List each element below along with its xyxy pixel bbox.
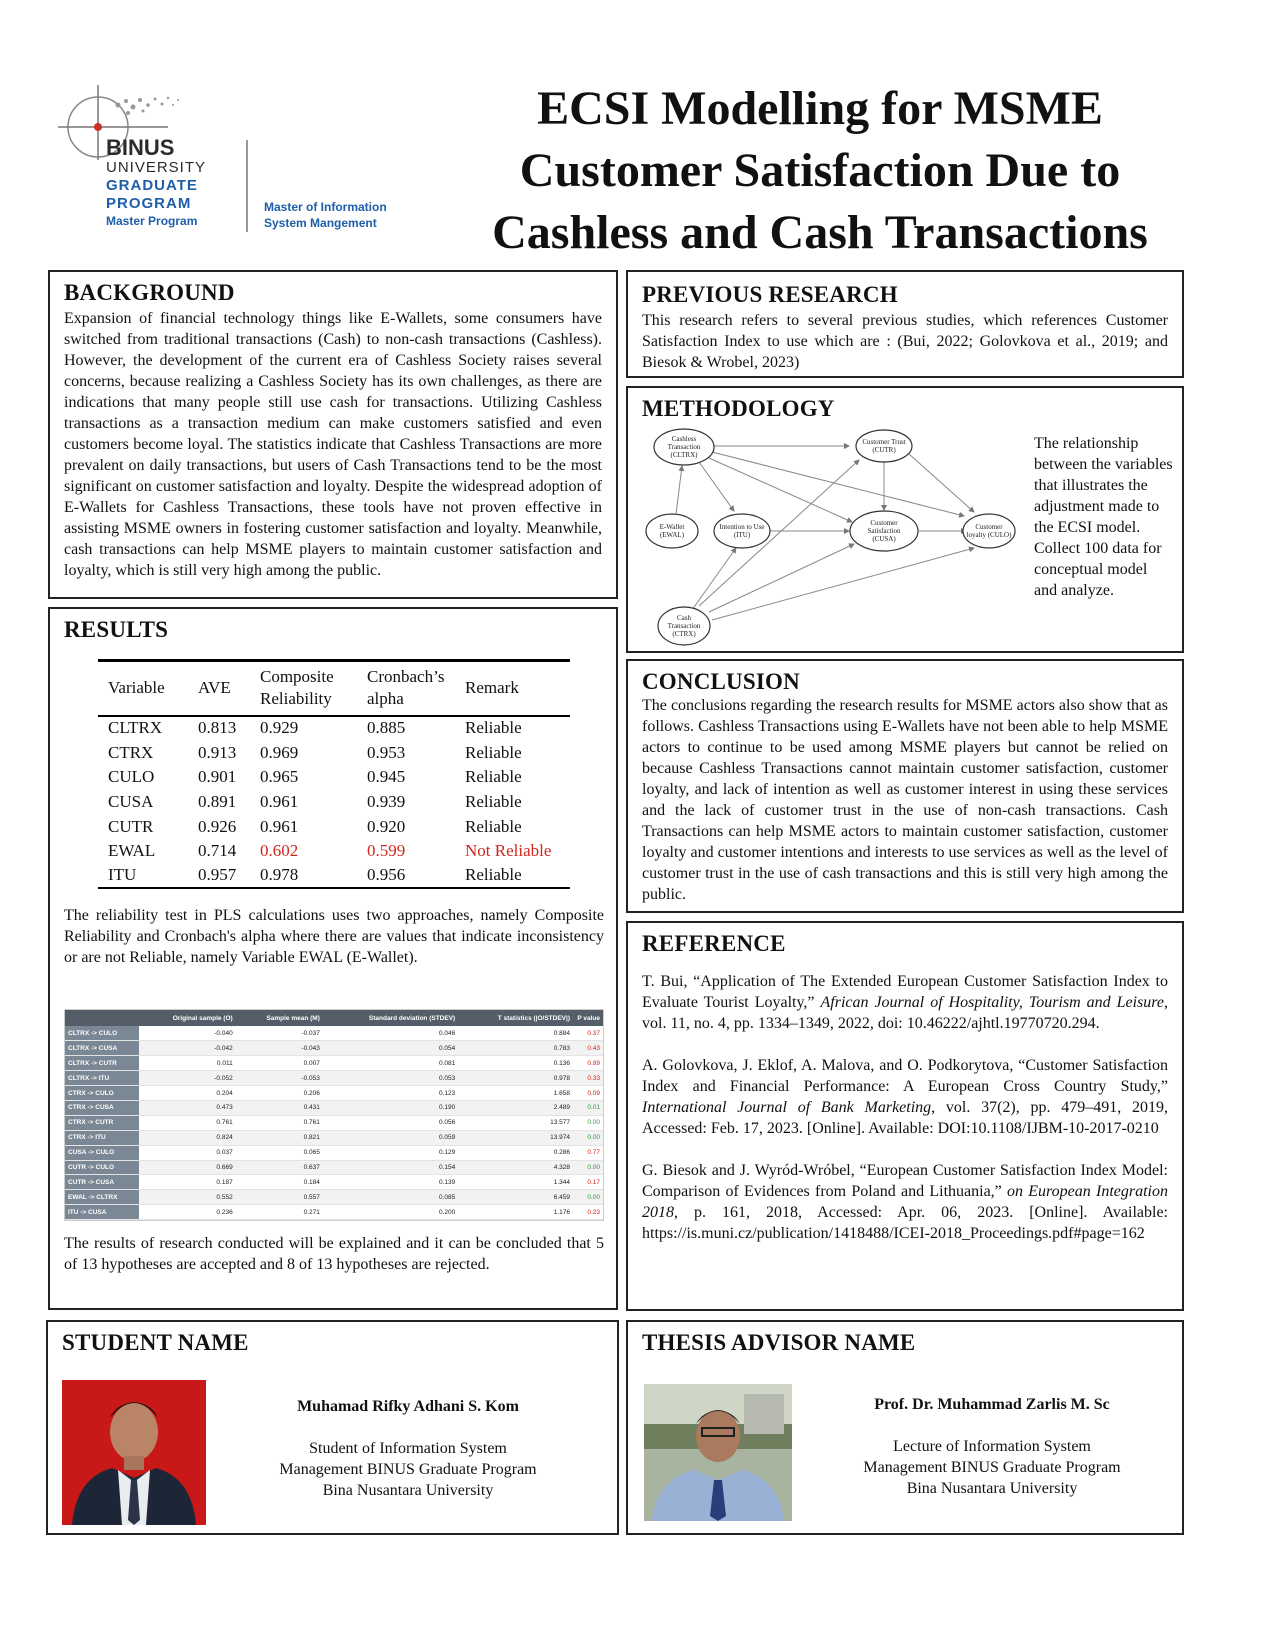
col-cronbach-alpha: Cronbach’s alpha <box>367 667 445 709</box>
sample-mean-cell: 0.206 <box>236 1086 323 1101</box>
path-row <box>65 1160 603 1175</box>
previous-research-heading: PREVIOUS RESEARCH <box>642 282 898 307</box>
methodology-heading: METHODOLOGY <box>642 396 835 421</box>
edge-ctrx-cusa <box>709 544 854 612</box>
stdev-cell: 0.053 <box>323 1071 458 1086</box>
advisor-info <box>822 1394 1162 1499</box>
col-remark: Remark <box>465 678 519 698</box>
remark-cell: Reliable <box>465 767 522 787</box>
edge-ewal-cltrx <box>676 466 682 514</box>
path-row <box>65 1145 603 1160</box>
edge-cutr-culo <box>909 454 974 512</box>
previous-research-text: This research refers to several previous studies, which references Customer Satisfaction Index to use which are : (Bui, 2022; Golovkova et al., 2019; and Biesok & Wrobel, 2023) <box>642 312 1168 371</box>
advisor-photo <box>644 1384 792 1521</box>
advisor-heading: THESIS ADVISOR NAME <box>642 1330 916 1355</box>
student-info <box>238 1396 578 1501</box>
path-col-path <box>65 1010 139 1026</box>
t-statistic-cell: 0.783 <box>458 1041 573 1056</box>
t-statistic-cell: 0.978 <box>458 1071 573 1086</box>
node-cusa-label-2: Satisfaction <box>867 527 901 535</box>
ave-cell: 0.891 <box>198 791 237 811</box>
node-culo-label-1: Customer <box>975 523 1003 531</box>
path-row <box>65 1086 603 1101</box>
results-conclusion-text: The results of research conducted will be explained and it can be concluded that 5 of 13 hypotheses are accepted and 8 of 13 hypotheses are rejected. <box>64 1235 604 1273</box>
stdev-cell: 0.059 <box>323 1130 458 1145</box>
ave-cell: 0.913 <box>198 742 237 762</box>
reference-item-1: T. Bui, “Application of The Extended European Customer Satisfaction Index to Evaluate Tourist Loyalty,” African Journal of Hospitality, Tourism and Leisure, vol. 11, no. 4, pp. 1334–1349, 2022, doi: 10.46222/ajhtl.19770720.294. <box>642 973 1168 1032</box>
t-statistic-cell: 1.658 <box>458 1086 573 1101</box>
poster-title: ECSI Modelling for MSME Customer Satisfaction Due to Cashless and Cash Transactions <box>492 82 1148 259</box>
stdev-cell: 0.123 <box>323 1086 458 1101</box>
variable-cell: CULO <box>108 767 155 787</box>
student-name: Muhamad Rifky Adhani S. Kom <box>297 1398 519 1415</box>
t-statistic-cell: 6.459 <box>458 1190 573 1205</box>
composite-reliability-cell: 0.929 <box>260 718 299 738</box>
stdev-cell: 0.200 <box>323 1205 458 1220</box>
path-row <box>65 1175 603 1190</box>
variable-cell: EWAL <box>108 841 156 861</box>
path-cell: CLTRX -> CULO <box>65 1026 139 1041</box>
remark-cell: Reliable <box>465 816 522 836</box>
node-ctrx-label-2: Transaction <box>667 622 701 630</box>
path-cell: CTRX -> CUTR <box>65 1115 139 1130</box>
logo-program: PROGRAM <box>106 195 192 212</box>
node-cusa-label-1: Customer <box>870 519 898 527</box>
stdev-cell: 0.154 <box>323 1160 458 1175</box>
sample-mean-cell: 0.431 <box>236 1100 323 1115</box>
p-value-cell: 0.00 <box>573 1130 603 1145</box>
variable-cell: CTRX <box>108 742 154 762</box>
student-role-line3: Bina Nusantara University <box>322 1482 494 1499</box>
remark-cell: Reliable <box>465 742 522 762</box>
advisor-section <box>626 1320 1184 1535</box>
p-value-cell: 0.77 <box>573 1145 603 1160</box>
reliability-row-culo <box>98 765 570 790</box>
sample-mean-cell: -0.043 <box>236 1041 323 1056</box>
sample-mean-cell: 0.065 <box>236 1145 323 1160</box>
sample-mean-cell: 0.271 <box>236 1205 323 1220</box>
ave-cell: 0.926 <box>198 816 237 836</box>
path-cell: EWAL -> CLTRX <box>65 1190 139 1205</box>
student-photo <box>62 1380 206 1525</box>
sample-mean-cell: 0.821 <box>236 1130 323 1145</box>
path-row <box>65 1115 603 1130</box>
original-sample-cell: 0.552 <box>139 1190 236 1205</box>
ave-cell: 0.714 <box>198 841 237 861</box>
p-value-cell: 0.37 <box>573 1026 603 1041</box>
path-row <box>65 1190 603 1205</box>
path-cell: CTRX -> ITU <box>65 1130 139 1145</box>
col-ave: AVE <box>198 678 231 698</box>
path-col-tstat: T statistics (|O/STDEV|) <box>458 1010 573 1026</box>
original-sample-cell: 0.011 <box>139 1056 236 1071</box>
advisor-name: Prof. Dr. Muhammad Zarlis M. Sc <box>874 1396 1110 1413</box>
sample-mean-cell: -0.037 <box>236 1026 323 1041</box>
sample-mean-cell: 0.761 <box>236 1115 323 1130</box>
bootstrap-path-table-image <box>64 1009 604 1221</box>
cronbach-alpha-cell: 0.945 <box>367 767 406 787</box>
variable-cell: ITU <box>108 865 137 885</box>
composite-reliability-cell: 0.978 <box>260 865 299 885</box>
path-table-header <box>65 1010 603 1026</box>
path-row <box>65 1026 603 1041</box>
cronbach-alpha-cell: 0.920 <box>367 816 406 836</box>
stdev-cell: 0.046 <box>323 1026 458 1041</box>
p-value-cell: 0.09 <box>573 1086 603 1101</box>
p-value-cell: 0.17 <box>573 1175 603 1190</box>
stdev-cell: 0.139 <box>323 1175 458 1190</box>
t-statistic-cell: 1.176 <box>458 1205 573 1220</box>
node-ctrx-label-3: (CTRX) <box>672 630 696 638</box>
student-heading: STUDENT NAME <box>62 1330 249 1355</box>
advisor-role-line3: Bina Nusantara University <box>906 1480 1078 1497</box>
path-col-stdev: Standard deviation (STDEV) <box>323 1010 458 1026</box>
stdev-cell: 0.190 <box>323 1100 458 1115</box>
reference-heading: REFERENCE <box>642 931 786 956</box>
reliability-table-header <box>98 661 570 716</box>
sample-mean-cell: 0.637 <box>236 1160 323 1175</box>
p-value-cell: 0.89 <box>573 1056 603 1071</box>
reliability-row-itu <box>98 864 570 889</box>
node-cltrx-label-2: Transaction <box>667 443 701 451</box>
original-sample-cell: -0.040 <box>139 1026 236 1041</box>
original-sample-cell: 0.236 <box>139 1205 236 1220</box>
path-row <box>65 1130 603 1145</box>
reliability-row-ctrx <box>98 740 570 765</box>
node-cltrx-label-1: Cashless <box>671 435 697 443</box>
ave-cell: 0.813 <box>198 718 237 738</box>
node-itu-label-2: (ITU) <box>733 531 751 539</box>
results-reliability-text: The reliability test in PLS calculations uses two approaches, namely Composite Reliability and Cronbach's alpha where there are values that indicate inconsistency or are not Reliable, namely Variable EWAL (E-Wallet). <box>64 907 604 966</box>
col-variable: Variable <box>108 678 165 698</box>
cronbach-alpha-cell: 0.956 <box>367 865 406 885</box>
cronbach-alpha-cell: 0.939 <box>367 791 406 811</box>
original-sample-cell: -0.042 <box>139 1041 236 1056</box>
composite-reliability-cell: 0.961 <box>260 791 299 811</box>
original-sample-cell: 0.037 <box>139 1145 236 1160</box>
node-ewal-label-1: E-Wallet <box>659 523 685 531</box>
p-value-cell: 0.01 <box>573 1100 603 1115</box>
node-culo-label-2: loyalty (CULO) <box>966 531 1012 539</box>
conclusion-heading: CONCLUSION <box>642 669 800 694</box>
sample-mean-cell: -0.053 <box>236 1071 323 1086</box>
sample-mean-cell: 0.007 <box>236 1056 323 1071</box>
composite-reliability-cell: 0.602 <box>260 841 299 861</box>
t-statistic-cell: 2.489 <box>458 1100 573 1115</box>
logo-divider <box>246 140 248 232</box>
remark-cell: Reliable <box>465 718 522 738</box>
composite-reliability-cell: 0.961 <box>260 816 299 836</box>
conclusion-section <box>626 659 1184 913</box>
t-statistic-cell: 0.884 <box>458 1026 573 1041</box>
variable-cell: CUSA <box>108 791 154 811</box>
path-col-original: Original sample (O) <box>139 1010 236 1026</box>
edge-cltrx-itu <box>699 462 734 511</box>
path-row <box>65 1071 603 1086</box>
reference-item-2: A. Golovkova, J. Eklof, A. Malova, and O. Podkorytova, “Customer Satisfaction Index and Financial Performance: A European Cross Country Study,” International Journal of Bank Marketing, vol. 37(2), pp. 479–491, 2019, Accessed: Feb. 17, 2023. [Online]. Available: DOI:10.1108/IJBM-10-2017-0210 <box>642 1057 1168 1137</box>
reliability-table <box>98 659 570 889</box>
reliability-row-cutr <box>98 814 570 839</box>
path-cell: CLTRX -> ITU <box>65 1071 139 1086</box>
methodology-section <box>626 386 1184 653</box>
t-statistic-cell: 0.286 <box>458 1145 573 1160</box>
original-sample-cell: 0.204 <box>139 1086 236 1101</box>
remark-cell: Not Reliable <box>465 841 552 861</box>
t-statistic-cell: 4.328 <box>458 1160 573 1175</box>
stdev-cell: 0.054 <box>323 1041 458 1056</box>
advisor-role-line2: Management BINUS Graduate Program <box>863 1459 1121 1476</box>
logo-program-line2: System Mangement <box>264 216 377 230</box>
original-sample-cell: 0.187 <box>139 1175 236 1190</box>
student-section <box>46 1320 619 1535</box>
reliability-row-cusa <box>98 790 570 815</box>
logo-graduate: GRADUATE <box>106 177 198 194</box>
path-cell: CLTRX -> CUTR <box>65 1056 139 1071</box>
path-cell: ITU -> CUSA <box>65 1205 139 1220</box>
path-cell: CUTR -> CUSA <box>65 1175 139 1190</box>
original-sample-cell: 0.669 <box>139 1160 236 1175</box>
conclusion-text: The conclusions regarding the research results for MSME actors also show that as follows. Cashless Transactions using E-Wallets have not been able to help MSME actors to continue to be used among MSME players but cannot be relied on because Cashless Transactions cannot maintain customer satisfaction, customer loyalty, and lack of intention as well as customer interest in using these services and the lack of customer trust in the use of non-cash transactions. Cash Transactions can help MSME actors to maintain customer satisfaction, customer loyalty and customer intentions and interests to use services as well as the level of customer trust in the use of cash transactions and this is still very high among the public. <box>642 697 1168 903</box>
logo-master-program: Master Program <box>106 214 198 228</box>
node-cutr-label-2: (CUTR) <box>872 446 896 454</box>
edge-cltrx-culo <box>712 452 964 516</box>
results-section <box>48 607 618 1310</box>
original-sample-cell: 0.824 <box>139 1130 236 1145</box>
path-cell: CUTR -> CULO <box>65 1160 139 1175</box>
t-statistic-cell: 13.974 <box>458 1130 573 1145</box>
path-col-pvalue: P value <box>573 1010 603 1026</box>
p-value-cell: 0.43 <box>573 1041 603 1056</box>
node-itu-label-1: Intention to Use <box>719 523 765 531</box>
methodology-text: The relationship between the variables that illustrates the adjustment made to the ECSI model. Collect 100 data for conceptual model and analyze. <box>1034 435 1173 599</box>
edge-ctrx-itu <box>692 548 736 610</box>
original-sample-cell: 0.473 <box>139 1100 236 1115</box>
stdev-cell: 0.085 <box>323 1190 458 1205</box>
p-value-cell: 0.23 <box>573 1205 603 1220</box>
variable-cell: CLTRX <box>108 718 163 738</box>
reference-section <box>626 921 1184 1311</box>
stdev-cell: 0.056 <box>323 1115 458 1130</box>
conceptual-model-diagram <box>644 426 1029 646</box>
t-statistic-cell: 0.136 <box>458 1056 573 1071</box>
cronbach-alpha-cell: 0.885 <box>367 718 406 738</box>
composite-reliability-cell: 0.965 <box>260 767 299 787</box>
node-ewal-label-2: (EWAL) <box>659 531 685 539</box>
reliability-row-cltrx <box>98 716 570 741</box>
col-composite-reliability: Composite Reliability <box>260 667 334 709</box>
remark-cell: Reliable <box>465 865 522 885</box>
sample-mean-cell: 0.184 <box>236 1175 323 1190</box>
t-statistic-cell: 13.577 <box>458 1115 573 1130</box>
path-row <box>65 1041 603 1056</box>
logo-binus: BINUS <box>106 135 175 160</box>
edge-cltrx-cusa <box>709 458 852 522</box>
path-coefficients-table <box>65 1010 603 1220</box>
ave-cell: 0.901 <box>198 767 237 787</box>
node-cusa-label-3: (CUSA) <box>872 535 896 543</box>
variable-cell: CUTR <box>108 816 154 836</box>
stdev-cell: 0.129 <box>323 1145 458 1160</box>
results-heading: RESULTS <box>64 617 169 642</box>
path-cell: CUSA -> CULO <box>65 1145 139 1160</box>
node-cltrx-label-3: (CLTRX) <box>670 451 698 459</box>
reference-item-3: G. Biesok and J. Wyród-Wróbel, “European Customer Satisfaction Index Model: Comparison of Evidences from Poland and Lithuania,” on European Integration 2018, p. 161, 2018, Accessed: Apr. 06, 2023. [Online]. Available: https://is.muni.cz/publication/1418488/ICEI-2018_Proceedings.pdf#page=162 <box>642 1162 1169 1242</box>
stdev-cell: 0.081 <box>323 1056 458 1071</box>
advisor-role-line1: Lecture of Information System <box>893 1438 1091 1455</box>
background-text: Expansion of financial technology things like E-Wallets, some consumers have switched from traditional transactions (Cash) to non-cash transactions (Cashless). However, the development of the current era of Cashless Society raises several concerns, because realizing a Cashless Society has its own challenges, as there are indications that many people still use cash for transactions. Utilizing Cashless transactions as a transaction medium can make customers satisfied and even customers become loyal. The statistics indicate that Cashless Transactions are more prevalent on daily transactions, but users of Cash Transactions tend to be the most significant on customer satisfaction and loyalty. Despite the widespread adoption of E-Wallets for Cashless Transactions, these tools have not proven effective in assisting MSME owners in fostering customer satisfaction and loyalty. Meanwhile, cash transactions can help MSME players to maintain customer satisfaction and loyalty, which is still very high among the public. <box>64 310 602 579</box>
path-cell: CTRX -> CULO <box>65 1086 139 1101</box>
university-logo <box>58 85 418 245</box>
student-role-line2: Management BINUS Graduate Program <box>279 1461 537 1478</box>
path-row <box>65 1056 603 1071</box>
p-value-cell: 0.00 <box>573 1160 603 1175</box>
p-value-cell: 0.00 <box>573 1115 603 1130</box>
original-sample-cell: 0.761 <box>139 1115 236 1130</box>
t-statistic-cell: 1.344 <box>458 1175 573 1190</box>
path-row <box>65 1205 603 1220</box>
node-ctrx-label-1: Cash <box>677 614 691 622</box>
reliability-row-ewal <box>98 839 570 864</box>
ave-cell: 0.957 <box>198 865 237 885</box>
path-cell: CLTRX -> CUSA <box>65 1041 139 1056</box>
cronbach-alpha-cell: 0.599 <box>367 841 406 861</box>
sample-mean-cell: 0.557 <box>236 1190 323 1205</box>
logo-program-line1: Master of Information <box>264 200 387 214</box>
logo-university: UNIVERSITY <box>106 159 207 176</box>
remark-cell: Reliable <box>465 791 522 811</box>
composite-reliability-cell: 0.969 <box>260 742 299 762</box>
background-section <box>48 270 618 599</box>
path-col-mean: Sample mean (M) <box>236 1010 323 1026</box>
path-row <box>65 1100 603 1115</box>
p-value-cell: 0.00 <box>573 1190 603 1205</box>
background-heading: BACKGROUND <box>64 280 235 305</box>
cronbach-alpha-cell: 0.953 <box>367 742 406 762</box>
student-role-line1: Student of Information System <box>309 1440 507 1457</box>
previous-research-section <box>626 270 1184 378</box>
p-value-cell: 0.33 <box>573 1071 603 1086</box>
original-sample-cell: -0.052 <box>139 1071 236 1086</box>
path-cell: CTRX -> CUSA <box>65 1100 139 1115</box>
node-cutr-label-1: Customer Trust <box>862 438 906 446</box>
